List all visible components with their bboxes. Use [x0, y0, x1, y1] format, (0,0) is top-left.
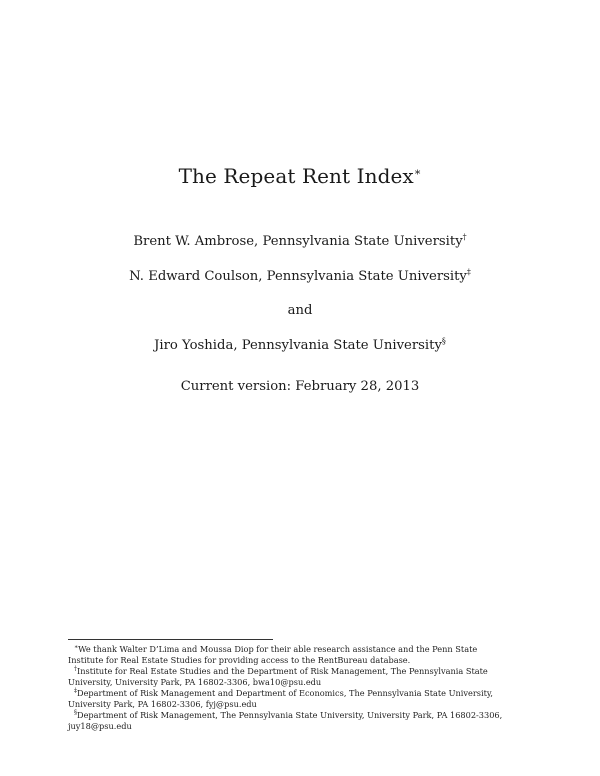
author-2	[0, 269, 600, 284]
footnote-2	[68, 666, 510, 688]
author-2-name: N. Edward Coulson, Pennsylvania State University	[129, 269, 467, 284]
author-3	[0, 338, 600, 353]
footnote-4-text: Department of Risk Management, The Pennsylvania State University, University Park, PA 16802-3306, juy18@psu.edu	[68, 710, 503, 731]
title-footnote-mark: ∗	[413, 165, 422, 179]
footnote-2-mark: †	[74, 665, 77, 673]
footnote-3-text: Department of Risk Management and Department of Economics, The Pennsylvania State University, University Park, PA 16802-3306, fyj@psu.edu	[68, 688, 494, 709]
footnote-1-mark: ∗	[74, 643, 79, 651]
author-3-footnote-mark: §	[441, 336, 446, 346]
author-1-name: Brent W. Ambrose, Pennsylvania State University	[133, 234, 463, 249]
author-2-footnote-mark: ‡	[466, 267, 471, 277]
footnote-4-mark: §	[74, 709, 77, 717]
paper-title	[0, 164, 600, 188]
footnote-3	[68, 688, 510, 710]
footnote-1-text: We thank Walter D’Lima and Moussa Diop for their able research assistance and the Penn State Institute for Real Estate Studies for providing access to the RentBureau database.	[68, 644, 478, 665]
footnote-3-mark: ‡	[74, 687, 77, 695]
and-separator: and	[287, 303, 313, 318]
version-date: Current version: February 28, 2013	[180, 379, 420, 394]
author-3-name: Jiro Yoshida, Pennsylvania State University	[154, 338, 442, 353]
footnote-4	[68, 710, 510, 732]
author-1	[0, 234, 600, 249]
title-text: The Repeat Rent Index	[178, 164, 414, 188]
author-1-footnote-mark: †	[462, 232, 467, 242]
footnote-1	[68, 644, 510, 666]
footnote-2-text: Institute for Real Estate Studies and the Department of Risk Management, The Pennsylvania State University, University Park, PA 16802-3306, bwa10@psu.edu	[68, 666, 488, 687]
footnote-rule	[68, 639, 273, 640]
